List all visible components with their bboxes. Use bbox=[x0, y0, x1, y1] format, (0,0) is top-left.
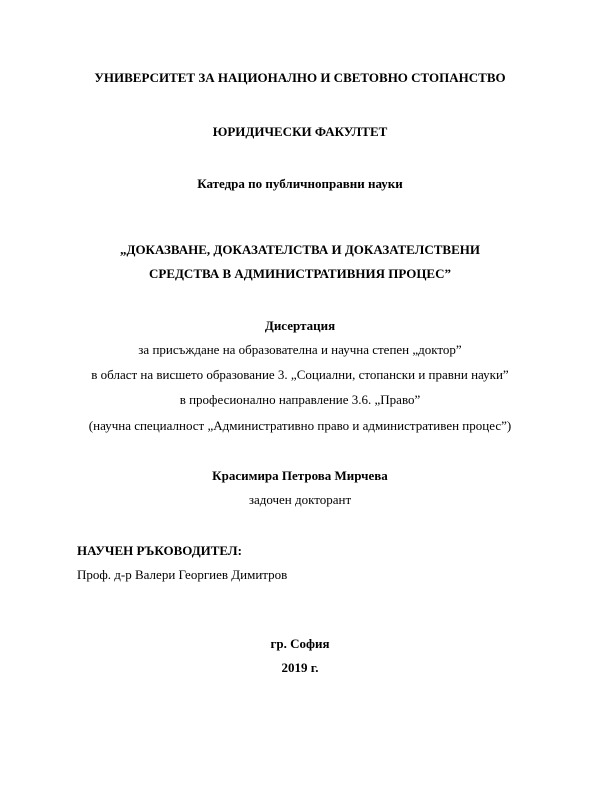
dissertation-heading: Дисертация bbox=[264, 318, 336, 333]
university-name: УНИВЕРСИТЕТ ЗА НАЦИОНАЛНО И СВЕТОВНО СТОПАНСТВО bbox=[94, 70, 506, 85]
supervisor-heading: НАУЧЕН РЪКОВОДИТЕЛ: bbox=[77, 543, 242, 558]
author-role: задочен докторант bbox=[248, 492, 352, 507]
specialty-line: (научна специалност „Административно право и административен процес”) bbox=[88, 418, 512, 433]
supervisor-name: Проф. д-р Валери Георгиев Димитров bbox=[77, 567, 288, 582]
dissertation-title-line-2: СРЕДСТВА В АДМИНИСТРАТИВНИЯ ПРОЦЕС” bbox=[148, 266, 451, 281]
dissertation-title-line-1: „ДОКАЗВАНЕ, ДОКАЗАТЕЛСТВА И ДОКАЗАТЕЛСТВЕНИ bbox=[120, 242, 480, 257]
degree-line: за присъждане на образователна и научна степен „доктор” bbox=[138, 342, 462, 357]
year: 2019 г. bbox=[281, 660, 319, 675]
faculty-name: ЮРИДИЧЕСКИ ФАКУЛТЕТ bbox=[212, 124, 388, 139]
author-name: Красимира Петрова Мирчева bbox=[212, 468, 388, 483]
department-name: Катедра по публичноправни науки bbox=[197, 176, 403, 191]
professional-direction-line: в професионално направление 3.6. „Право” bbox=[179, 392, 421, 407]
city: гр. София bbox=[270, 636, 330, 651]
field-line: в област на висшето образование 3. „Социални, стопански и правни науки” bbox=[91, 367, 509, 382]
